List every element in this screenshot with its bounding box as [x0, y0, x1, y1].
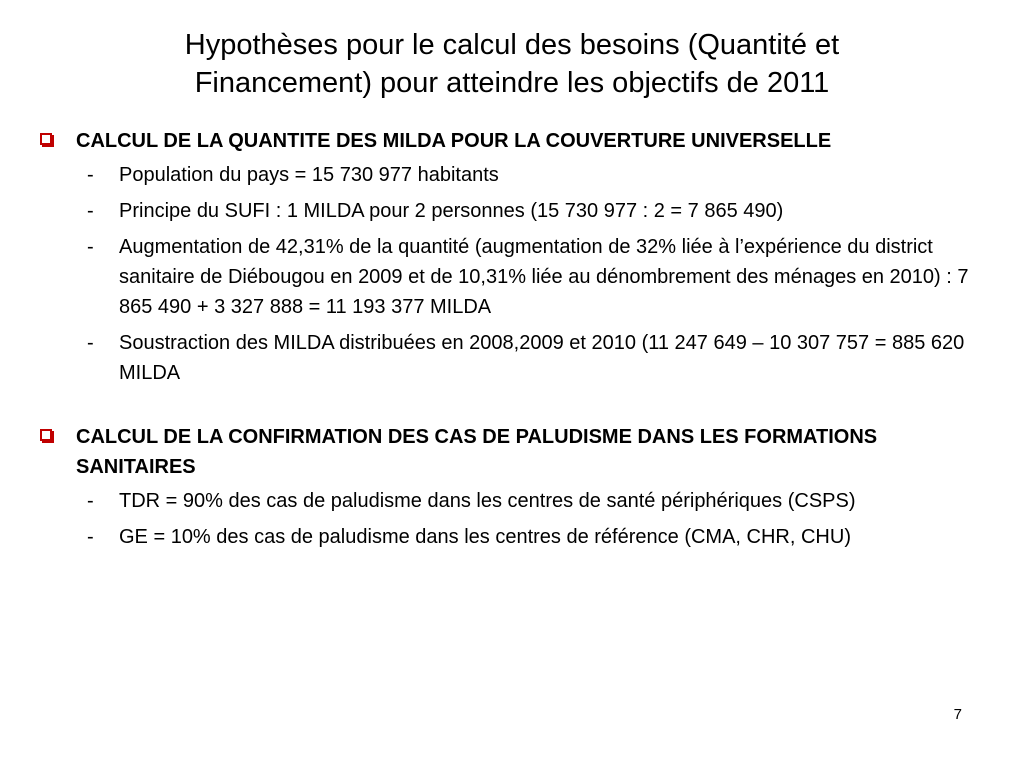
square-bullet-icon [40, 133, 52, 145]
list-item-text: Augmentation de 42,31% de la quantité (augmentation de 32% liée à l’expérience du district sanitaire de Diébougou en 2009 et de 10,31% liée au dénombrement des ménages en 2010) : 7 865 490 + 3 327 888 = 11 193 377 MILDA [119, 236, 969, 318]
square-bullet-icon [40, 429, 52, 441]
list-item [38, 196, 998, 226]
list-item-text: GE = 10% des cas de paludisme dans les centres de référence (CMA, CHR, CHU) [119, 526, 851, 548]
list-item-text: Principe du SUFI : 1 MILDA pour 2 personnes (15 730 977 : 2 = 7 865 490) [119, 200, 784, 222]
list-item-text: Soustraction des MILDA distribuées en 2008,2009 et 2010 (11 247 649 – 10 307 757 = 885 620 MILDA [119, 332, 965, 384]
slide-content [38, 126, 998, 558]
section-heading [38, 126, 998, 156]
page-number: 7 [953, 706, 962, 723]
section-heading [38, 422, 998, 482]
section-malaria-confirmation [38, 422, 998, 552]
slide-title-line-1: Hypothèses pour le calcul des besoins (Quantité et [184, 29, 840, 61]
dash-bullet: - [87, 236, 94, 258]
list-item [38, 328, 998, 388]
dash-bullet: - [87, 200, 94, 222]
slide-title-line-2: Financement) pour atteindre les objectifs de 2011 [194, 67, 830, 99]
list-item [38, 232, 998, 322]
dash-bullet: - [87, 332, 94, 354]
list-item-text: Population du pays = 15 730 977 habitants [119, 164, 499, 186]
list-item [38, 486, 998, 516]
dash-bullet: - [87, 164, 94, 186]
section-heading-text: CALCUL DE LA CONFIRMATION DES CAS DE PALUDISME DANS LES FORMATIONS SANITAIRES [76, 426, 878, 478]
slide-title [60, 26, 964, 102]
section-milda-quantity [38, 126, 998, 388]
list-item [38, 160, 998, 190]
list-item [38, 522, 998, 552]
dash-bullet: - [87, 526, 94, 548]
dash-bullet: - [87, 490, 94, 512]
section-heading-text: CALCUL DE LA QUANTITE DES MILDA POUR LA COUVERTURE UNIVERSELLE [76, 130, 832, 152]
list-item-text: TDR = 90% des cas de paludisme dans les centres de santé périphériques (CSPS) [119, 490, 856, 512]
